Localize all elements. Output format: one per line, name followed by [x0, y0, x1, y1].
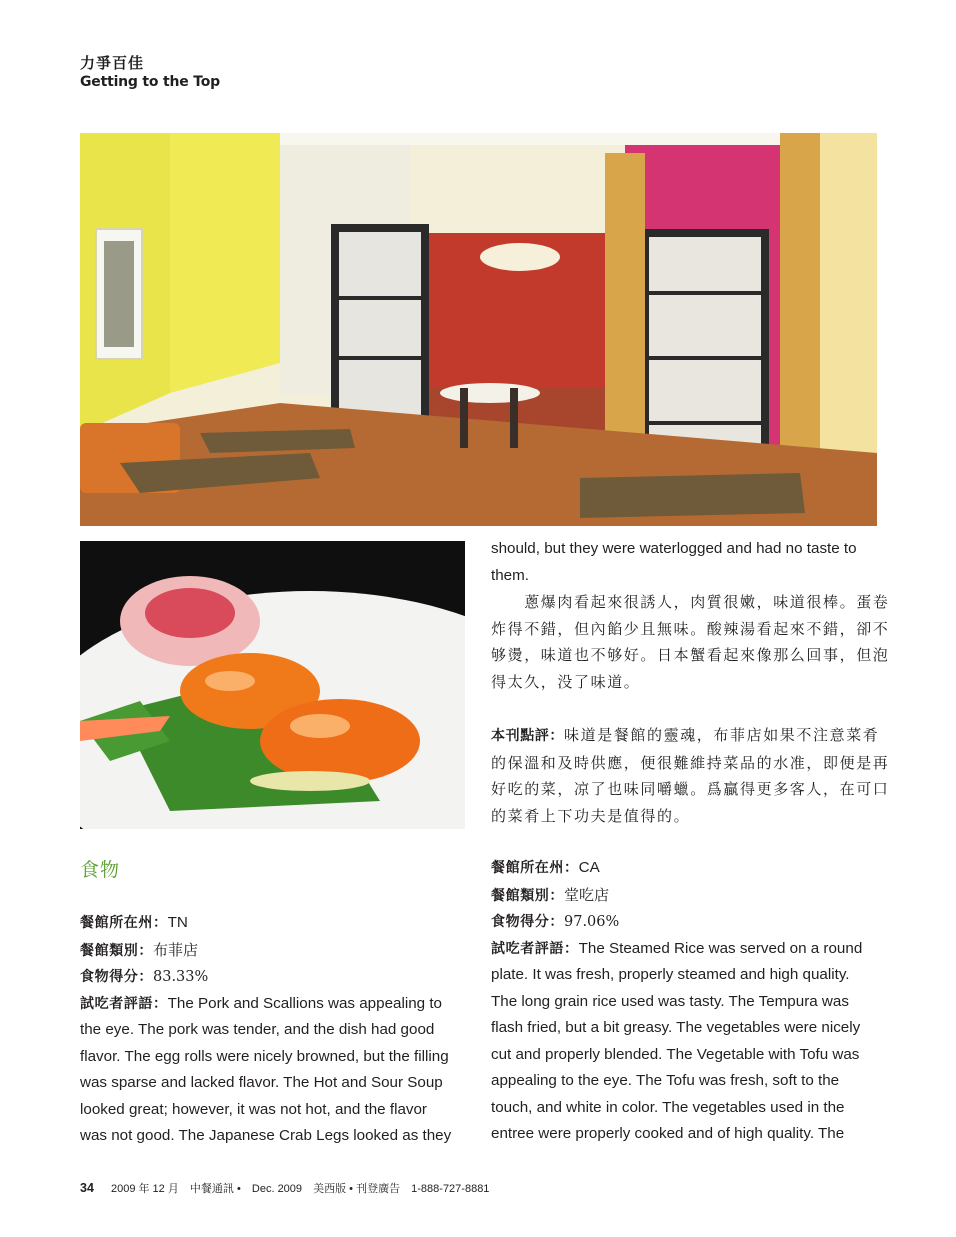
comment-line: was not good. The Japanese Crab Legs looked as they [80, 1127, 452, 1144]
comment-line: touch, and white in color. The vegetables used in the [491, 1098, 845, 1116]
editor-comment-line: 的保溫和及時供應，便很難維持菜品的水准，即便是再 [491, 753, 890, 772]
comment-line: the eye. The pork was tender, and the dish had good [80, 1021, 435, 1038]
restaurant-interior-photo [80, 133, 877, 526]
comment-line: looked great; however, it was not hot, and the flavor [80, 1100, 427, 1118]
state-value: TN [167, 914, 188, 931]
comment-line: was sparse and lacked flavor. The Hot and Sour Soup [80, 1074, 443, 1091]
score-label: 食物得分： [80, 969, 153, 985]
footer-edition: 美西版 • 刊登廣告 [313, 1183, 401, 1195]
comment-line: appealing to the eye. The Tofu was fresh, soft to the [491, 1072, 840, 1089]
editor-comment [491, 722, 890, 829]
page-number: 34 [80, 1181, 94, 1195]
chinese-paragraph [491, 589, 890, 695]
state-label: 餐館所在州： [80, 915, 168, 931]
dish-photo [80, 541, 465, 829]
editor-comment-line: 的菜肴上下功夫是值得的。 [491, 806, 691, 825]
footer-date-en: Dec. 2009 [251, 1183, 303, 1195]
page-section-title-zh: 力爭百佳 [80, 54, 145, 72]
footer-publication: 中餐通訊 • [189, 1183, 241, 1195]
chinese-paragraph-line: 够燙，味道也不够好。日本蟹看起來像那么回事，但泡 [491, 646, 890, 664]
footer-phone: 1-888-727-8881 [411, 1183, 490, 1195]
comment-line: cut and properly blended. The Vegetable with Tofu was [491, 1045, 860, 1063]
comment-line: flavor. The egg rolls were nicely browned, but the filling [80, 1047, 449, 1065]
footer-date-zh: 2009 年 12 月 [110, 1183, 179, 1195]
comment-line: The long grain rice used was tasty. The Tempura was [491, 992, 849, 1010]
comment-line: plate. It was fresh, properly steamed and high quality. [491, 966, 850, 983]
comment-label: 試吃者評語： [491, 940, 579, 957]
state-label: 餐館所在州： [491, 860, 579, 876]
review-ca [491, 855, 877, 1148]
page-section-title-en: Getting to the Top [80, 74, 220, 90]
editor-comment-text: 味道是餐館的靈魂，布菲店如果不注意菜肴 [564, 726, 880, 744]
editor-comment-line: 好吃的菜，凉了也味同嚼蠟。爲贏得更多客人，在可口 [491, 780, 890, 798]
type-value: 堂吃店 [564, 885, 610, 904]
comment-text: The Pork and Scallions was appealing to [167, 994, 442, 1012]
score-label: 食物得分： [491, 914, 564, 930]
type-label: 餐館類別： [491, 887, 564, 904]
comment-line: entree were properly cooked and of high quality. The [491, 1125, 845, 1142]
chinese-paragraph-line: 炸得不錯，但內餡少且無味。酸辣湯看起來不錯，卻不 [491, 619, 890, 638]
page-footer [80, 1180, 497, 1196]
chinese-paragraph-line: 得太久，没了味道。 [491, 672, 641, 691]
editor-comment-label: 本刊點評： [491, 728, 564, 744]
comment-label: 試吃者評語： [80, 995, 168, 1012]
review-tn [80, 910, 466, 1150]
comment-text: The Steamed Rice was served on a round [578, 939, 863, 957]
chinese-paragraph-line: 蔥爆肉看起來很誘人，肉質很嫩，味道很棒。蛋卷 [491, 593, 890, 611]
score-value: 83.33% [153, 969, 209, 985]
right-column [491, 536, 890, 695]
score-value: 97.06% [564, 914, 620, 930]
review-text-line: should, but they were waterlogged and had no taste to [491, 540, 857, 557]
type-value: 布菲店 [153, 940, 199, 959]
state-value: CA [578, 859, 600, 876]
type-label: 餐館類別： [80, 942, 153, 959]
comment-line: flash fried, but a bit greasy. The vegetables were nicely [491, 1019, 861, 1036]
food-section-title: 食物 [80, 859, 121, 881]
review-text-line: them. [491, 566, 529, 584]
